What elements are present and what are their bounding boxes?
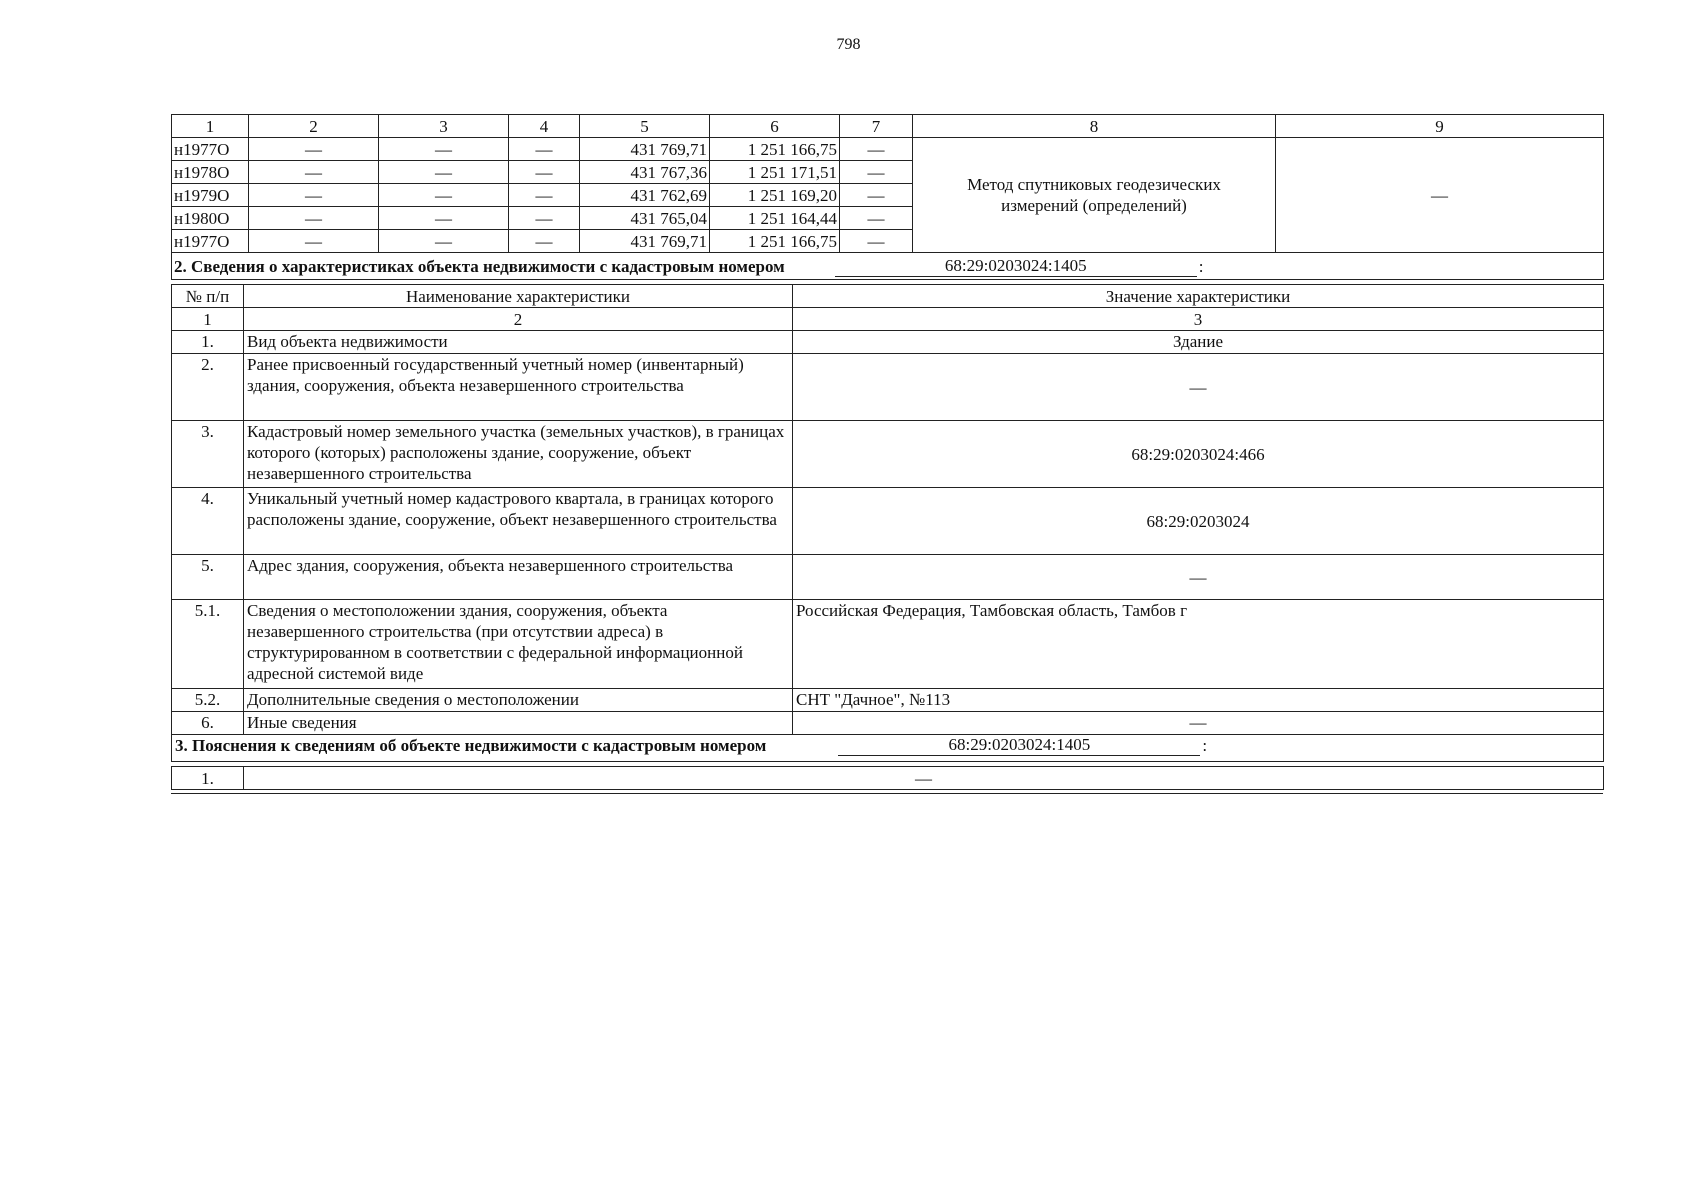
coord-header-cell: 8 — [913, 115, 1276, 138]
row-number: 5. — [172, 555, 244, 600]
table-row — [172, 331, 1604, 354]
section3-title-row — [172, 735, 1604, 762]
row-number: 5.2. — [172, 689, 244, 712]
section2-title-cell — [172, 253, 1604, 280]
row-number: 2. — [172, 354, 244, 421]
table-cell: — — [509, 161, 580, 184]
table-row — [172, 555, 1604, 600]
table-cell: — — [249, 230, 379, 253]
char-header-num: 3 — [793, 308, 1604, 331]
point-name: н1978О — [172, 161, 249, 184]
section2-title: 2. Сведения о характеристиках объекта недвижимости с кадастровым номером — [174, 256, 785, 276]
coord-y: 1 251 169,20 — [710, 184, 840, 207]
coord-header-row — [172, 115, 1604, 138]
coord-header-cell: 7 — [840, 115, 913, 138]
coord-x: 431 769,71 — [580, 138, 710, 161]
char-header-num: 1 — [172, 308, 244, 331]
coordinates-table — [171, 114, 1604, 280]
table-cell: — — [379, 230, 509, 253]
table-cell: — — [249, 184, 379, 207]
char-header-cell: Наименование характеристики — [244, 285, 793, 308]
table-row — [172, 488, 1604, 555]
bottom-rule — [171, 793, 1603, 794]
point-name: н1980О — [172, 207, 249, 230]
coord-header-cell: 2 — [249, 115, 379, 138]
char-header-row — [172, 285, 1604, 308]
char-name: Ранее присвоенный государственный учетный номер (инвентарный) здания, сооружения, объекта незавершенного строительства — [244, 354, 793, 421]
section3-title: 3. Пояснения к сведениям об объекте недвижимости с кадастровым номером — [175, 736, 767, 755]
char-value: СНТ "Дачное", №113 — [793, 689, 1604, 712]
table-cell: — — [249, 207, 379, 230]
char-name: Кадастровый номер земельного участка (земельных участков), в границах которого (которых) расположены здание, сооружение, объект незавершенного строительства — [244, 421, 793, 488]
table-cell: — — [840, 207, 913, 230]
table-cell: — — [509, 207, 580, 230]
char-value: Здание — [793, 331, 1604, 354]
section2-cadastral-number: 68:29:0203024:1405 — [835, 256, 1197, 277]
coord-header-cell: 6 — [710, 115, 840, 138]
table-cell: — — [379, 161, 509, 184]
coord-y: 1 251 166,75 — [710, 138, 840, 161]
coord-header-cell: 4 — [509, 115, 580, 138]
row-number: 3. — [172, 421, 244, 488]
row-number: 5.1. — [172, 600, 244, 689]
note-value: — — [244, 767, 1604, 790]
char-header-cell: № п/п — [172, 285, 244, 308]
table-row — [172, 354, 1604, 421]
coord-x: 431 769,71 — [580, 230, 710, 253]
coord-y: 1 251 164,44 — [710, 207, 840, 230]
coord-header-cell: 1 — [172, 115, 249, 138]
coord-y: 1 251 166,75 — [710, 230, 840, 253]
table-cell: — — [840, 161, 913, 184]
row-number: 1. — [172, 767, 244, 790]
coord-header-cell: 9 — [1276, 115, 1604, 138]
coord-y: 1 251 171,51 — [710, 161, 840, 184]
char-header-num-row — [172, 308, 1604, 331]
table-cell: — — [840, 138, 913, 161]
table-cell: — — [509, 184, 580, 207]
char-value: — — [793, 354, 1604, 421]
table-row — [172, 767, 1604, 790]
table-cell: — — [840, 230, 913, 253]
coord-x: 431 762,69 — [580, 184, 710, 207]
char-value: 68:29:0203024:466 — [793, 421, 1604, 488]
table-cell: — — [840, 184, 913, 207]
table-cell: — — [249, 138, 379, 161]
method-cell: Метод спутниковых геодезических измерений (определений) — [913, 138, 1276, 253]
point-name: н1977О — [172, 138, 249, 161]
char-header-cell: Значение характеристики — [793, 285, 1604, 308]
table-cell: — — [379, 207, 509, 230]
row-number: 1. — [172, 331, 244, 354]
point-name: н1977О — [172, 230, 249, 253]
row-number: 6. — [172, 712, 244, 735]
char-header-num: 2 — [244, 308, 793, 331]
char-name: Сведения о местоположении здания, сооружения, объекта незавершенного строительства (при отсутствии адреса) в структурированном в соответствии с федеральной информационной адресной системой виде — [244, 600, 793, 689]
table-cell: — — [379, 184, 509, 207]
char-name: Иные сведения — [244, 712, 793, 735]
table-row — [172, 689, 1604, 712]
table-row — [172, 600, 1604, 689]
section2-colon: : — [1198, 256, 1204, 276]
char-value: — — [793, 712, 1604, 735]
coord-x: 431 765,04 — [580, 207, 710, 230]
section3-cadastral-number: 68:29:0203024:1405 — [838, 735, 1200, 756]
page-number: 798 — [836, 36, 861, 53]
table-row — [172, 138, 1604, 161]
char-name: Дополнительные сведения о местоположении — [244, 689, 793, 712]
notes-table — [171, 766, 1604, 790]
char-name: Уникальный учетный номер кадастрового квартала, в границах которого расположены здание, сооружение, объект незавершенного строительства — [244, 488, 793, 555]
char-name: Адрес здания, сооружения, объекта незавершенного строительства — [244, 555, 793, 600]
char-value: Российская Федерация, Тамбовская область, Тамбов г — [793, 600, 1604, 689]
table-row — [172, 421, 1604, 488]
section3-colon: : — [1202, 736, 1208, 755]
row-number: 4. — [172, 488, 244, 555]
char-value: 68:29:0203024 — [793, 488, 1604, 555]
section3-title-cell — [172, 735, 1604, 762]
col9-cell: — — [1276, 138, 1604, 253]
coord-header-cell: 5 — [580, 115, 710, 138]
coord-x: 431 767,36 — [580, 161, 710, 184]
characteristics-table — [171, 284, 1604, 762]
section2-title-row — [172, 253, 1604, 280]
table-cell: — — [249, 161, 379, 184]
table-cell: — — [509, 138, 580, 161]
point-name: н1979О — [172, 184, 249, 207]
coord-header-cell: 3 — [379, 115, 509, 138]
char-value: — — [793, 555, 1604, 600]
char-name: Вид объекта недвижимости — [244, 331, 793, 354]
table-row — [172, 712, 1604, 735]
table-cell: — — [379, 138, 509, 161]
table-cell: — — [509, 230, 580, 253]
